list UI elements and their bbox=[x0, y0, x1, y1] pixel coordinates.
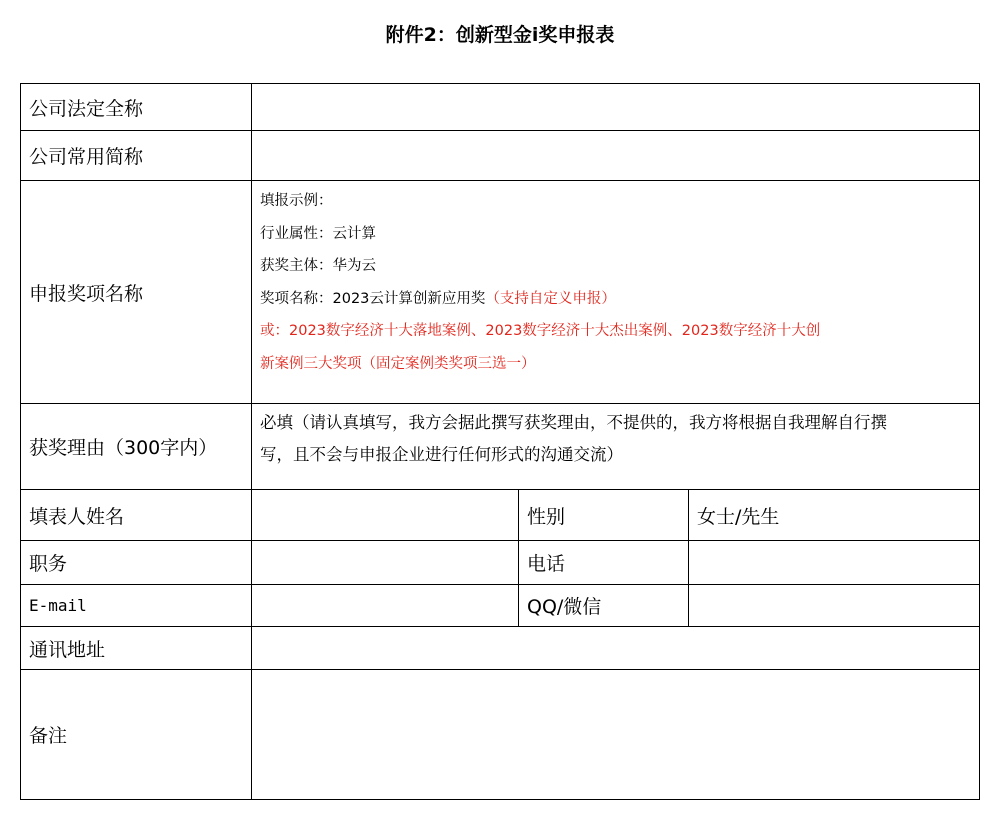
remarks-field[interactable] bbox=[252, 670, 980, 800]
company-full-field[interactable] bbox=[252, 84, 980, 131]
award-name-label: 申报奖项名称 bbox=[21, 181, 252, 404]
row-filler bbox=[21, 490, 980, 541]
row-remarks bbox=[21, 670, 980, 800]
email-label: E-mail bbox=[21, 585, 252, 627]
company-full-label: 公司法定全称 bbox=[21, 84, 252, 131]
application-form bbox=[20, 83, 980, 800]
example-award bbox=[260, 283, 971, 316]
reason-label: 获奖理由（300字内） bbox=[21, 404, 252, 490]
qq-field[interactable] bbox=[689, 585, 980, 627]
example-alt-line1: 或：2023数字经济十大落地案例、2023数字经济十大杰出案例、2023数字经济十大创 bbox=[260, 323, 821, 339]
gender-value[interactable]: 女士/先生 bbox=[689, 490, 980, 541]
row-reason bbox=[21, 404, 980, 490]
filler-name-label: 填表人姓名 bbox=[21, 490, 252, 541]
example-industry: 行业属性：云计算 bbox=[260, 225, 376, 242]
row-award-name bbox=[21, 181, 980, 404]
reason-text-line1: 必填（请认真填写，我方会据此撰写获奖理由，不提供的，我方将根据自我理解自行撰 bbox=[260, 413, 887, 432]
page-title: 附件2：创新型金i奖申报表 bbox=[385, 24, 615, 46]
row-position bbox=[21, 541, 980, 585]
filler-name-field[interactable] bbox=[252, 490, 519, 541]
example-heading: 填报示例： bbox=[260, 193, 333, 209]
row-company-short bbox=[21, 131, 980, 181]
example-alt-line2: 新案例三大奖项（固定案例类奖项三选一） bbox=[260, 355, 536, 372]
row-address bbox=[21, 627, 980, 670]
gender-label: 性别 bbox=[519, 490, 689, 541]
example-award-prefix: 奖项名称：2023云计算创新应用奖 bbox=[260, 290, 486, 307]
example-winner: 获奖主体：华为云 bbox=[260, 258, 376, 274]
row-email bbox=[21, 585, 980, 627]
position-label: 职务 bbox=[21, 541, 252, 585]
position-field[interactable] bbox=[252, 541, 519, 585]
phone-label: 电话 bbox=[519, 541, 689, 585]
email-field[interactable] bbox=[252, 585, 519, 627]
reason-text-line2: 写，且不会与申报企业进行任何形式的沟通交流） bbox=[260, 445, 623, 464]
company-short-label: 公司常用简称 bbox=[21, 131, 252, 181]
example-award-custom: （支持自定义申报） bbox=[485, 290, 616, 307]
phone-field[interactable] bbox=[689, 541, 980, 585]
row-company-full bbox=[21, 84, 980, 131]
award-name-field[interactable] bbox=[252, 181, 980, 404]
reason-field[interactable] bbox=[252, 404, 980, 490]
address-field[interactable] bbox=[252, 627, 980, 670]
company-short-field[interactable] bbox=[252, 131, 980, 181]
address-label: 通讯地址 bbox=[21, 627, 252, 670]
qq-label: QQ/微信 bbox=[519, 585, 689, 627]
remarks-label: 备注 bbox=[21, 670, 252, 800]
